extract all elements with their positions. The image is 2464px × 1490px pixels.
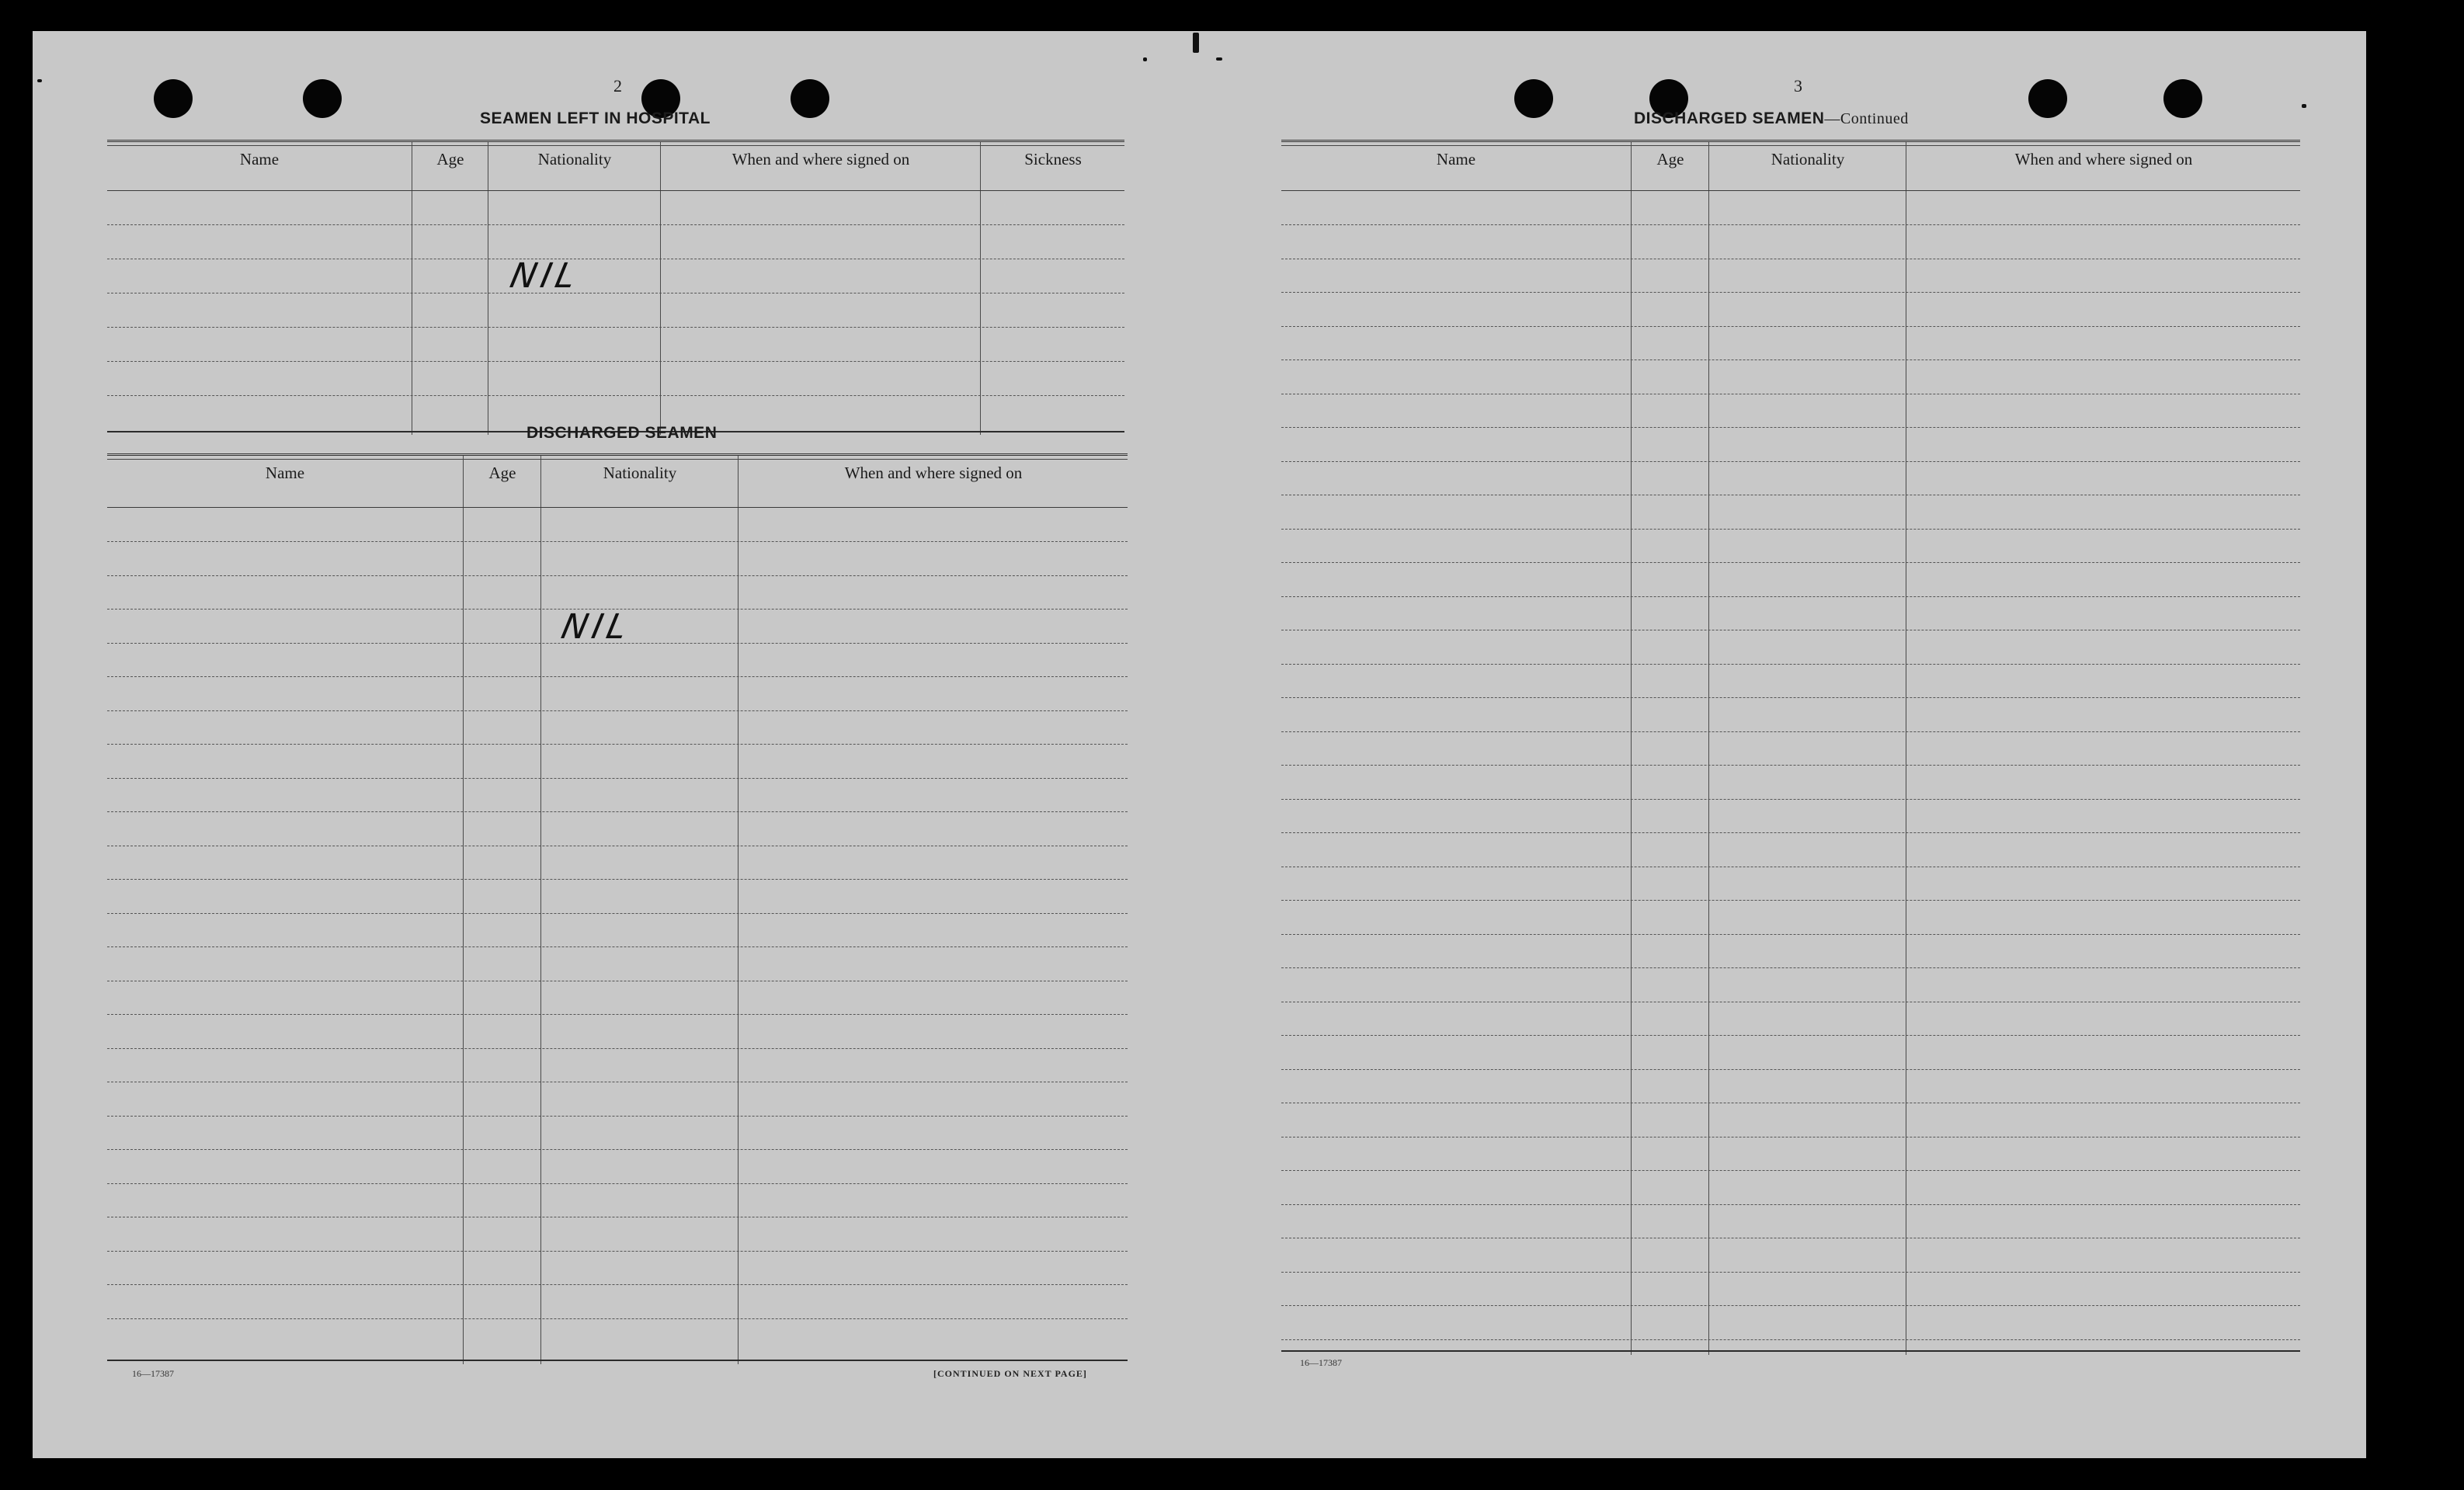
punch-hole — [2163, 79, 2202, 118]
row-line — [1281, 900, 2300, 901]
row-line — [1281, 832, 2300, 833]
punch-hole — [2028, 79, 2067, 118]
row-line — [1281, 1069, 2300, 1070]
row-line — [107, 1183, 1128, 1184]
row-line — [107, 224, 1124, 225]
row-line — [1281, 1204, 2300, 1205]
title-continued: —Continued — [1824, 110, 1909, 127]
row-line — [1281, 427, 2300, 428]
punch-hole — [1514, 79, 1553, 118]
row-line — [107, 913, 1128, 914]
right-page — [1281, 31, 2337, 1458]
row-line — [1281, 224, 2300, 225]
column-age — [463, 456, 541, 1364]
column-header: Name — [239, 150, 280, 168]
row-line — [1281, 292, 2300, 293]
column-header: Nationality — [1771, 150, 1845, 168]
row-line — [1281, 461, 2300, 462]
punch-hole — [303, 79, 342, 118]
column-signed-on — [1906, 142, 2301, 1355]
page-number: 3 — [1794, 76, 1802, 96]
row-line — [107, 1149, 1128, 1150]
column-name — [107, 456, 463, 1364]
row-line — [107, 1048, 1128, 1049]
row-line — [1281, 1339, 2300, 1340]
row-line — [107, 811, 1128, 812]
row-line — [107, 1014, 1128, 1015]
page-number: 2 — [613, 76, 622, 96]
row-line — [107, 676, 1128, 677]
scan-speck — [1193, 33, 1199, 53]
row-line — [1281, 359, 2300, 360]
column-header: Sickness — [1024, 150, 1082, 168]
column-header: Nationality — [537, 150, 612, 168]
title-main: DISCHARGED SEAMEN — [1634, 109, 1825, 127]
column-header: Nationality — [603, 464, 677, 482]
discharged-table — [107, 453, 1128, 1364]
row-line — [1281, 326, 2300, 327]
scan-speck — [2302, 104, 2306, 108]
row-line — [107, 1116, 1128, 1117]
row-line — [107, 710, 1128, 711]
column-age — [412, 142, 488, 435]
column-age — [1631, 142, 1709, 1355]
column-signed-on — [660, 142, 981, 435]
row-line — [1281, 1305, 2300, 1306]
form-number: 16—17387 — [132, 1368, 174, 1379]
row-line — [1281, 664, 2300, 665]
row-line — [107, 1284, 1128, 1285]
punch-hole — [791, 79, 829, 118]
discharged-section-title: DISCHARGED SEAMEN — [527, 424, 718, 442]
row-line — [107, 327, 1124, 328]
continued-note: [CONTINUED ON NEXT PAGE] — [933, 1368, 1087, 1379]
column-name — [1281, 142, 1631, 1355]
row-line — [107, 946, 1128, 947]
column-header: Age — [1656, 150, 1684, 168]
row-line — [107, 395, 1124, 396]
column-header: Name — [265, 464, 305, 482]
scan-speck — [1216, 57, 1222, 61]
column-name — [107, 142, 412, 435]
column-sickness — [980, 142, 1125, 435]
row-line — [1281, 799, 2300, 800]
row-line — [1281, 765, 2300, 766]
column-header: When and where signed on — [844, 464, 1023, 482]
row-line — [107, 1251, 1128, 1252]
row-line — [1281, 562, 2300, 563]
row-line — [1281, 934, 2300, 935]
form-number: 16—17387 — [1300, 1357, 1342, 1368]
column-header: Age — [436, 150, 464, 168]
row-line — [1281, 596, 2300, 597]
handwritten-entry: NIL — [506, 256, 584, 296]
column-signed-on — [738, 456, 1128, 1364]
table-bottom-rule — [1281, 1350, 2300, 1352]
header-rule — [1281, 190, 2300, 191]
discharged-continued-title — [1634, 109, 1909, 128]
header-rule — [107, 190, 1124, 191]
column-header: Name — [1436, 150, 1476, 168]
row-line — [1281, 1035, 2300, 1036]
row-line — [107, 879, 1128, 880]
document-sheet — [33, 31, 2366, 1458]
row-line — [1281, 967, 2300, 968]
hospital-section-title: SEAMEN LEFT IN HOSPITAL — [480, 109, 711, 127]
left-page — [107, 31, 1163, 1458]
row-line — [107, 575, 1128, 576]
column-nationality — [540, 456, 739, 1364]
row-line — [107, 361, 1124, 362]
handwritten-entry: NIL — [558, 607, 635, 647]
scan-speck — [1143, 57, 1147, 61]
row-line — [107, 778, 1128, 779]
row-line — [1281, 1272, 2300, 1273]
column-header: When and where signed on — [732, 150, 910, 168]
row-line — [107, 744, 1128, 745]
punch-hole — [154, 79, 193, 118]
discharged-continued-table — [1281, 140, 2300, 1355]
row-line — [1281, 529, 2300, 530]
row-line — [107, 541, 1128, 542]
column-header: When and where signed on — [2014, 150, 2193, 168]
scan-speck — [37, 79, 42, 82]
header-rule — [107, 507, 1128, 508]
row-line — [1281, 731, 2300, 732]
row-line — [1281, 1170, 2300, 1171]
table-bottom-rule — [107, 1360, 1128, 1361]
column-header: Age — [488, 464, 516, 482]
row-line — [1281, 697, 2300, 698]
column-nationality — [1708, 142, 1906, 1355]
hospital-table — [107, 140, 1124, 435]
row-line — [107, 1318, 1128, 1319]
